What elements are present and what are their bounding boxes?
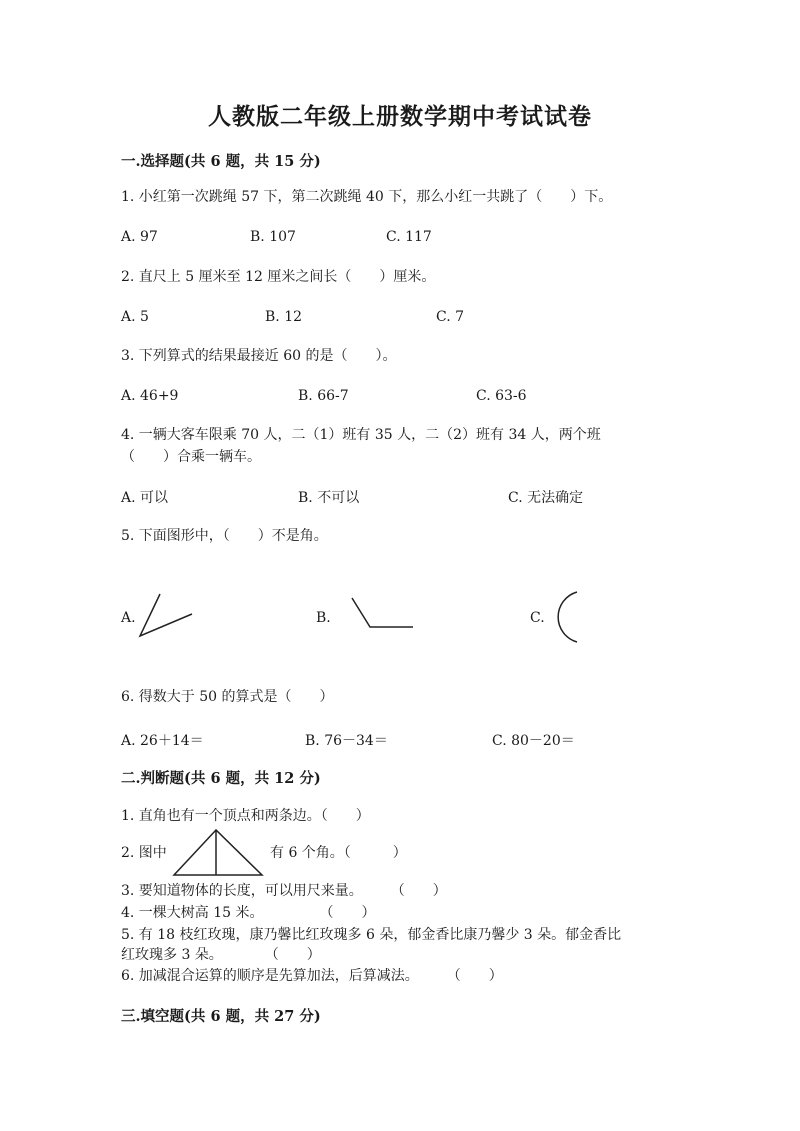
question-1-1: 1. 小红第一次跳绳 57 下，第二次跳绳 40 下，那么小红一共跳了（ ）下。	[121, 189, 613, 205]
option-c: C. 无法确定	[508, 490, 584, 506]
question-1-5: 5. 下面图形中，（ ）不是角。	[121, 528, 328, 544]
option-c-label: C.	[530, 610, 545, 626]
arc-figure-c	[545, 590, 579, 646]
question-1-6: 6. 得数大于 50 的算式是（ ）	[121, 689, 334, 705]
question-2-4: 4. 一棵大树高 15 米。 （ ）	[121, 905, 376, 921]
option-c: C. 117	[386, 229, 432, 245]
angle-figure-a	[138, 592, 194, 640]
option-a: A. 可以	[121, 490, 169, 506]
section-heading-judge: 二.判断题(共 6 题，共 12 分)	[121, 770, 321, 787]
question-1-2: 2. 直尺上 5 厘米至 12 厘米之间长（ ）厘米。	[121, 269, 436, 285]
option-b: B. 12	[265, 309, 303, 325]
question-1-4-line2: （ ）合乘一辆车。	[121, 449, 261, 465]
question-1-4-line1: 4. 一辆大客车限乘 70 人，二（1）班有 35 人，二（2）班有 34 人，两个班	[121, 427, 601, 443]
question-2-6: 6. 加减混合运算的顺序是先算加法，后算减法。 （ ）	[121, 968, 503, 984]
option-b: B. 66-7	[298, 388, 349, 404]
question-2-5-line1: 5. 有 18 枝红玫瑰，康乃馨比红玫瑰多 6 朵，郁金香比康乃馨少 3 朵。郁金香比	[121, 927, 622, 943]
triangle-figure	[172, 828, 264, 878]
section-heading-choice: 一.选择题(共 6 题，共 15 分)	[121, 153, 321, 170]
section-heading-fill: 三.填空题(共 6 题，共 27 分)	[121, 1008, 321, 1025]
option-b-label: B.	[316, 610, 331, 626]
option-c: C. 7	[436, 309, 465, 325]
question-2-2-prefix: 2. 图中	[121, 845, 167, 861]
question-2-5-line2: 红玫瑰多 3 朵。 （ ）	[121, 947, 321, 963]
option-a: A. 97	[121, 229, 158, 245]
question-1-3: 3. 下列算式的结果最接近 60 的是（ ）。	[121, 348, 397, 364]
option-b: B. 107	[250, 229, 296, 245]
option-b: B. 不可以	[298, 490, 360, 506]
question-2-2-suffix: 有 6 个角。（ ）	[270, 845, 407, 861]
option-a: A. 26＋14＝	[121, 733, 204, 749]
option-b: B. 76－34＝	[305, 733, 388, 749]
option-a: A. 5	[121, 309, 149, 325]
option-a: A. 46+9	[121, 388, 179, 404]
option-c: C. 63-6	[476, 388, 527, 404]
option-c: C. 80－20＝	[492, 733, 575, 749]
angle-figure-b	[350, 596, 416, 632]
question-2-1: 1. 直角也有一个顶点和两条边。（ ）	[121, 808, 370, 824]
option-a-label: A.	[121, 610, 136, 626]
question-2-3: 3. 要知道物体的长度，可以用尺来量。 （ ）	[121, 883, 447, 899]
page-title: 人教版二年级上册数学期中考试试卷	[208, 103, 592, 130]
